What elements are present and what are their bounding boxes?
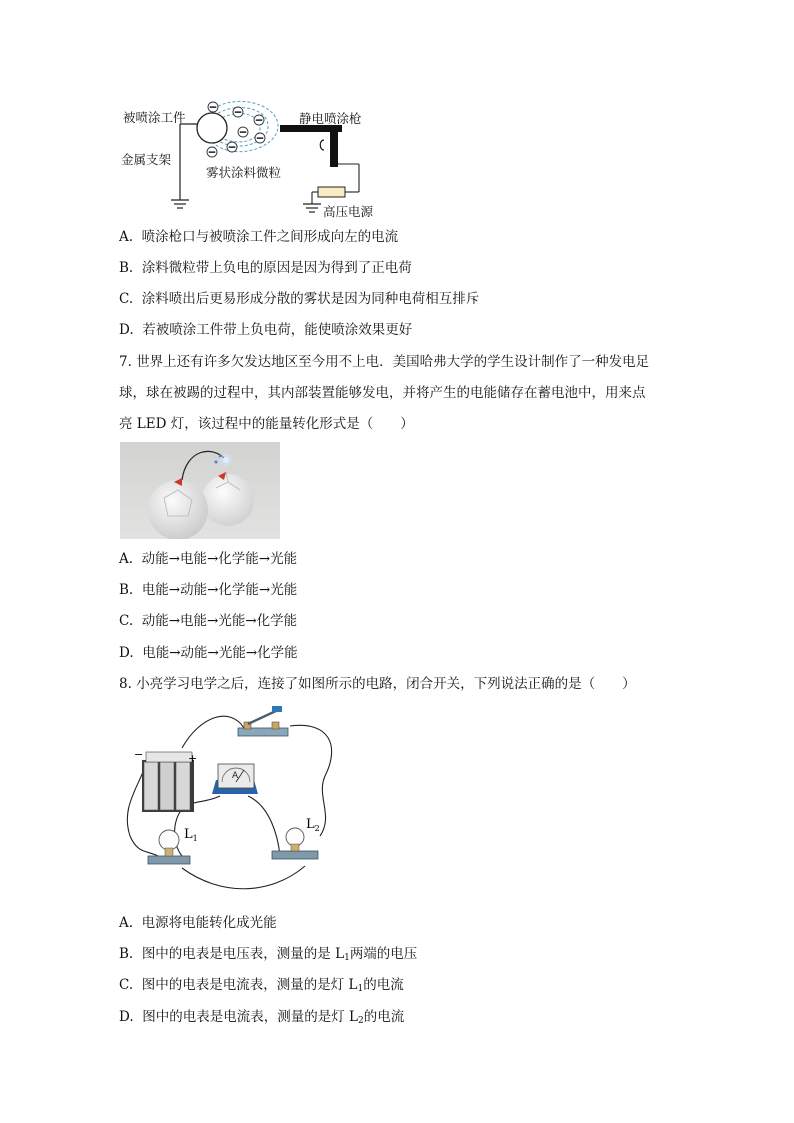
q6-option-a: A. 喷涂枪口与被喷涂工件之间形成向左的电流 (119, 229, 399, 245)
q8-option-a: A. 电源将电能转化成光能 (119, 915, 277, 931)
q7-stem-line1: 7. 世界上还有许多欠发达地区至今用不上电．美国哈弗大学的学生设计制作了一种发电足 (119, 354, 650, 370)
q6-option-d: D. 若被喷涂工件带上负电荷，能使喷涂效果更好 (119, 322, 413, 338)
svg-text:−: − (208, 148, 216, 158)
workpiece-label: 被喷涂工件 (123, 110, 186, 125)
spray-gun-handle (330, 125, 338, 167)
power-label: 高压电源 (323, 204, 374, 219)
battery-plus-label: + (188, 752, 198, 765)
lamp-l1 (148, 827, 198, 864)
particles-label: 雾状涂料微粒 (206, 165, 282, 180)
l2-label: $L_2$ (306, 817, 320, 833)
soccer-ball-photo (120, 442, 280, 539)
metal-bracket-label: 金属支架 (121, 152, 172, 167)
workpiece-circle (197, 113, 227, 143)
svg-text:−: − (209, 103, 217, 113)
ball-front (148, 480, 208, 539)
knife-switch (238, 706, 288, 736)
circuit-diagram (120, 706, 345, 896)
high-voltage-supply (318, 187, 345, 197)
q7-option-b: B. 电能→动能→化学能→光能 (119, 582, 298, 598)
spray-gun-label: 静电喷涂枪 (299, 111, 362, 126)
q6-option-c: C. 涂料喷出后更易形成分散的雾状是因为同种电荷相互排斥 (119, 291, 480, 307)
ammeter-letter: A (232, 771, 239, 781)
q7-option-d: D. 电能→动能→光能→化学能 (119, 645, 298, 661)
q8-option-b: B. 图中的电表是电压表，测量的是 $L_1$两端的电压 (119, 946, 418, 963)
q8-option-c: C. 图中的电表是电流表，测量的是灯 $L_1$的电流 (119, 977, 404, 994)
svg-text:−: − (255, 116, 263, 126)
spray-diagram (110, 92, 390, 220)
ammeter (212, 764, 258, 794)
q7-stem-line2: 球，球在被踢的过程中，其内部装置能够发电，并将产生的电能储存在蓄电池中，用来点 (119, 385, 646, 401)
svg-text:−: − (256, 134, 264, 144)
svg-text:−: − (234, 108, 242, 118)
l1-label: $L_1$ (184, 827, 198, 843)
battery-minus-label: − (134, 748, 144, 761)
q8-option-d: D. 图中的电表是电流表，测量的是灯 $L_2$的电流 (119, 1009, 405, 1026)
q8-stem: 8. 小亮学习电学之后，连接了如图所示的电路，闭合开关，下列说法正确的是（ ） (119, 676, 636, 692)
q7-stem-line3: 亮 LED 灯，该过程中的能量转化形式是（ ） (119, 416, 414, 432)
q7-option-a: A. 动能→电能→化学能→光能 (119, 551, 298, 567)
q6-option-b: B. 涂料微粒带上负电的原因是因为得到了正电荷 (119, 260, 412, 276)
svg-text:−: − (228, 143, 236, 153)
lamp-l2 (272, 817, 320, 859)
battery-pack (134, 748, 197, 812)
svg-text:−: − (239, 128, 247, 138)
q7-option-c: C. 动能→电能→光能→化学能 (119, 613, 298, 629)
